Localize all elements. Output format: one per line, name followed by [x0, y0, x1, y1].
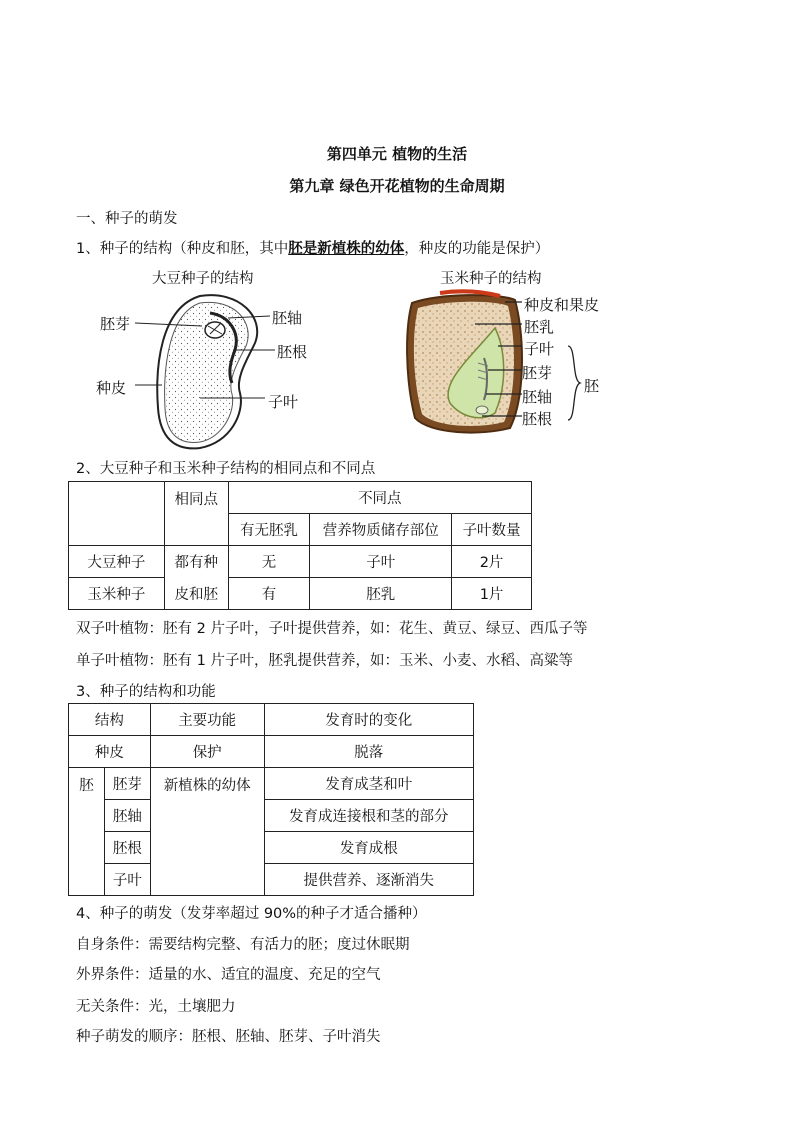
comparison-table [68, 481, 532, 610]
count-cell: 1片 [452, 578, 532, 610]
sub-header: 子叶数量 [452, 514, 532, 546]
table-row [69, 864, 474, 896]
chapter-title: 第九章 绿色开花植物的生命周期 [289, 177, 505, 195]
corn-label-radicle: 胚根 [522, 410, 553, 428]
table-row [69, 832, 474, 864]
structure-function-table [68, 703, 474, 896]
unrelated-condition: 无关条件：光，土壤肥力 [76, 999, 236, 1015]
bean-figure-title: 大豆种子的结构 [152, 271, 254, 287]
corn-label-plumule: 胚芽 [522, 364, 553, 382]
same-cell: 皮和胚 [164, 578, 228, 610]
same-header: 相同点 [164, 482, 228, 546]
part-change: 发育成连接根和茎的部分 [264, 800, 473, 832]
bean-label-plumule: 胚芽 [100, 315, 131, 333]
table-row [69, 578, 532, 610]
bean-label-seed-coat: 种皮 [96, 379, 127, 397]
dicot-text: 双子叶植物：胚有 2 片子叶，子叶提供营养，如：花生、黄豆、绿豆、西瓜子等 [76, 621, 588, 637]
part-change: 发育成茎和叶 [264, 768, 473, 800]
item-1-suffix: ，种皮的功能是保护） [404, 241, 550, 257]
item-2-text: 2、大豆种子和玉米种子结构的相同点和不同点 [76, 461, 376, 477]
row-name: 玉米种子 [69, 578, 165, 610]
item-4-text: 4、种子的萌发（发芽率超过 90%的种子才适合播种） [76, 906, 427, 922]
section-heading: 一、种子的萌发 [76, 211, 178, 227]
corn-figure-title: 玉米种子的结构 [440, 271, 542, 287]
corn-label-coat: 种皮和果皮 [524, 296, 600, 314]
table-row [69, 768, 474, 800]
corn-label-endosperm: 胚乳 [524, 318, 555, 336]
monocot-text: 单子叶植物：胚有 1 片子叶，胚乳提供营养，如：玉米、小麦、水稻、高粱等 [76, 653, 573, 669]
bean-label-radicle: 胚根 [277, 343, 308, 361]
part-name: 胚根 [104, 832, 150, 864]
unit-title: 第四单元 植物的生活 [326, 145, 468, 163]
bean-label-hypocotyl: 胚轴 [272, 309, 303, 327]
count-cell: 2片 [452, 546, 532, 578]
embryo-func: 新植株的幼体 [150, 768, 264, 896]
corn-label-cotyledon: 子叶 [524, 340, 555, 358]
self-condition: 自身条件：需要结构完整、有活力的胚；度过休眠期 [76, 937, 410, 953]
same-cell: 都有种 [164, 546, 228, 578]
corn-label-embryo: 胚 [584, 377, 600, 395]
coat-change: 脱落 [264, 736, 473, 768]
storage-cell: 子叶 [310, 546, 452, 578]
embryo-label: 胚 [69, 768, 105, 896]
part-name: 子叶 [104, 864, 150, 896]
table-row [69, 800, 474, 832]
part-name: 胚轴 [104, 800, 150, 832]
sub-header: 有无胚乳 [228, 514, 310, 546]
item-3-text: 3、种子的结构和功能 [76, 684, 216, 700]
header-structure: 结构 [69, 704, 151, 736]
table-row [69, 736, 474, 768]
part-change: 提供营养、逐渐消失 [264, 864, 473, 896]
endosperm-cell: 有 [228, 578, 310, 610]
header-function: 主要功能 [150, 704, 264, 736]
table-row [69, 546, 532, 578]
item-1-text [76, 237, 549, 258]
external-condition: 外界条件：适量的水、适宜的温度、充足的空气 [76, 967, 381, 983]
coat-name: 种皮 [69, 736, 151, 768]
item-1-emphasis: 胚是新植株的幼体 [288, 241, 405, 257]
part-change: 发育成根 [264, 832, 473, 864]
row-name: 大豆种子 [69, 546, 165, 578]
item-1-prefix: 1、种子的结构（种皮和胚，其中 [76, 241, 289, 257]
part-name: 胚芽 [104, 768, 150, 800]
corn-label-hypocotyl: 胚轴 [522, 388, 553, 406]
storage-cell: 胚乳 [310, 578, 452, 610]
endosperm-cell: 无 [228, 546, 310, 578]
bean-label-cotyledon: 子叶 [268, 393, 299, 411]
header-change: 发育时的变化 [264, 704, 473, 736]
sub-header: 营养物质储存部位 [310, 514, 452, 546]
germination-order: 种子萌发的顺序：胚根、胚轴、胚芽、子叶消失 [76, 1029, 381, 1045]
empty-header-cell [69, 482, 165, 546]
diff-header: 不同点 [228, 482, 531, 514]
coat-func: 保护 [150, 736, 264, 768]
